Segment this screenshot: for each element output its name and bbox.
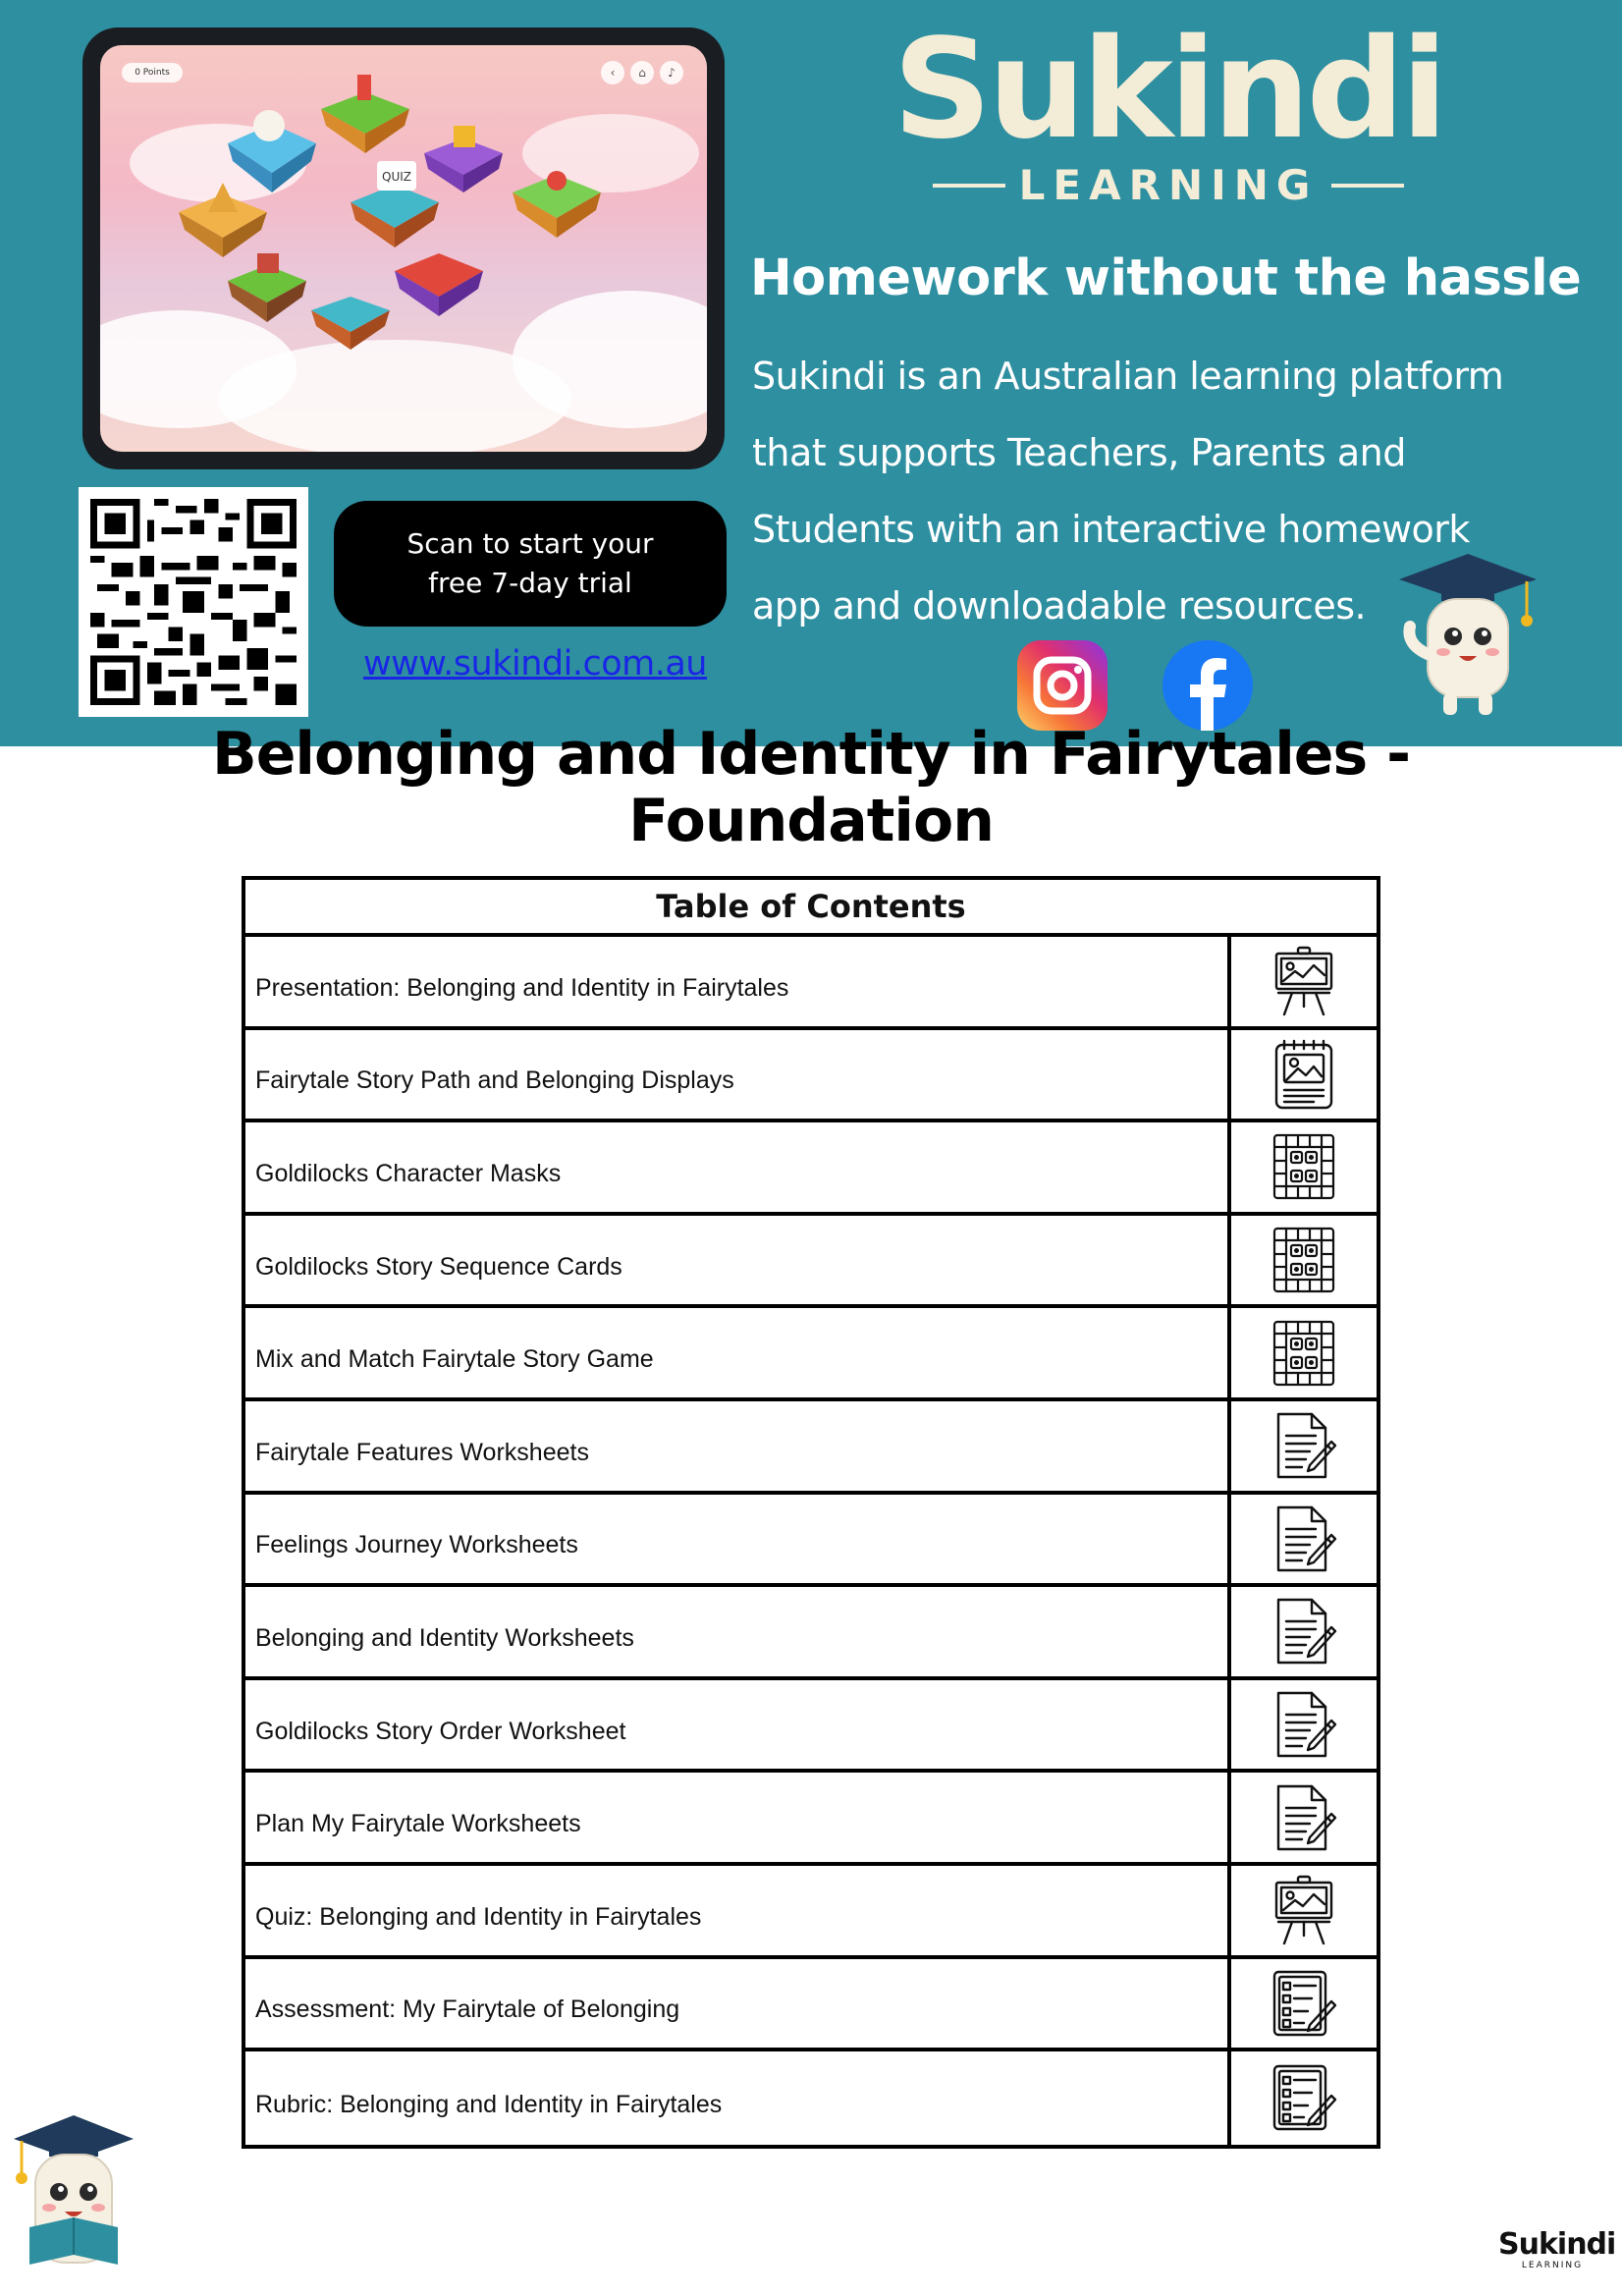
back-icon: ‹ — [601, 61, 624, 84]
toc-row-label: Belonging and Identity Worksheets — [245, 1587, 1231, 1676]
footer-logo — [1498, 2227, 1616, 2270]
home-icon: ⌂ — [630, 61, 654, 84]
toc-row — [245, 2051, 1377, 2145]
description-line: that supports Teachers, Parents and — [752, 431, 1406, 474]
description-line: app and downloadable resources. — [752, 584, 1367, 628]
toc-row — [245, 1959, 1377, 2052]
header-banner — [0, 0, 1622, 746]
instagram-icon[interactable] — [1017, 640, 1108, 731]
brand-subtitle: LEARNING — [1018, 161, 1319, 209]
toc-row — [245, 1122, 1377, 1216]
worksheet-icon — [1231, 1401, 1377, 1491]
toc-row — [245, 1773, 1377, 1866]
toc-row-label: Fairytale Features Worksheets — [245, 1401, 1231, 1491]
points-badge: 0 Points — [122, 63, 183, 82]
description-line: Students with an interactive homework — [752, 508, 1470, 551]
toc-row — [245, 1401, 1377, 1495]
toc-row-label: Feelings Journey Worksheets — [245, 1495, 1231, 1584]
worksheet-icon — [1231, 1587, 1377, 1676]
divider — [1331, 184, 1404, 188]
toc-row — [245, 1216, 1377, 1309]
worksheet-icon — [1231, 1773, 1377, 1862]
qr-code-image — [90, 499, 297, 705]
toc-heading: Table of Contents — [245, 880, 1377, 937]
table-of-contents — [242, 876, 1380, 2149]
toc-row-label: Presentation: Belonging and Identity in Fairytales — [245, 937, 1231, 1026]
toc-row-label: Quiz: Belonging and Identity in Fairytales — [245, 1866, 1231, 1955]
toc-row-label: Goldilocks Story Order Worksheet — [245, 1680, 1231, 1770]
toc-row-label: Goldilocks Character Masks — [245, 1122, 1231, 1212]
worksheet-icon — [1231, 1495, 1377, 1584]
checklist-icon — [1231, 2051, 1377, 2145]
toc-row — [245, 1680, 1377, 1774]
footer-brand-subtitle: LEARNING — [1521, 2261, 1584, 2270]
display-poster-icon — [1231, 1030, 1377, 1120]
scan-cta-line-2: free 7-day trial — [428, 567, 632, 599]
mascot-graduate-icon — [1394, 546, 1541, 723]
qr-code[interactable] — [79, 487, 308, 717]
toc-row-label: Rubric: Belonging and Identity in Fairytales — [245, 2051, 1231, 2145]
sukindi-logo — [884, 12, 1453, 209]
toc-row-label: Assessment: My Fairytale of Belonging — [245, 1959, 1231, 2049]
facebook-icon[interactable] — [1162, 640, 1253, 731]
description-line: Sukindi is an Australian learning platform — [752, 355, 1504, 398]
tagline: Homework without the hassle — [750, 249, 1582, 307]
toc-row — [245, 1587, 1377, 1680]
brand-name: Sukindi — [892, 10, 1444, 170]
toc-row-label: Plan My Fairytale Worksheets — [245, 1773, 1231, 1862]
divider — [933, 184, 1005, 188]
page-title — [157, 721, 1465, 854]
sound-icon: ♪ — [660, 61, 683, 84]
worksheet-icon — [1231, 1680, 1377, 1770]
toc-row — [245, 1866, 1377, 1959]
toc-row-label: Fairytale Story Path and Belonging Displays — [245, 1030, 1231, 1120]
toc-row-label: Goldilocks Story Sequence Cards — [245, 1216, 1231, 1305]
title-line-1: Belonging and Identity in Fairytales - — [212, 720, 1410, 789]
toc-row — [245, 937, 1377, 1030]
mascot-reading-icon — [10, 2109, 137, 2286]
free-trial-callout[interactable] — [334, 501, 727, 627]
game-board-icon — [1231, 1308, 1377, 1397]
checklist-icon — [1231, 1959, 1377, 2049]
title-line-2: Foundation — [628, 787, 994, 855]
footer-brand-name: Sukindi — [1498, 2227, 1616, 2262]
toc-row — [245, 1495, 1377, 1588]
toc-row-label: Mix and Match Fairytale Story Game — [245, 1308, 1231, 1397]
toc-row — [245, 1030, 1377, 1123]
toc-row — [245, 1308, 1377, 1401]
presentation-board-icon — [1231, 937, 1377, 1026]
svg-text:QUIZ: QUIZ — [382, 170, 411, 184]
floating-islands-illustration — [100, 45, 707, 452]
game-board-icon — [1231, 1122, 1377, 1212]
website-link[interactable]: www.sukindi.com.au — [363, 644, 707, 683]
tablet-mockup — [82, 27, 725, 469]
game-board-icon — [1231, 1216, 1377, 1305]
presentation-board-icon — [1231, 1866, 1377, 1955]
app-screenshot — [100, 45, 707, 452]
scan-cta-line-1: Scan to start your — [406, 527, 654, 560]
